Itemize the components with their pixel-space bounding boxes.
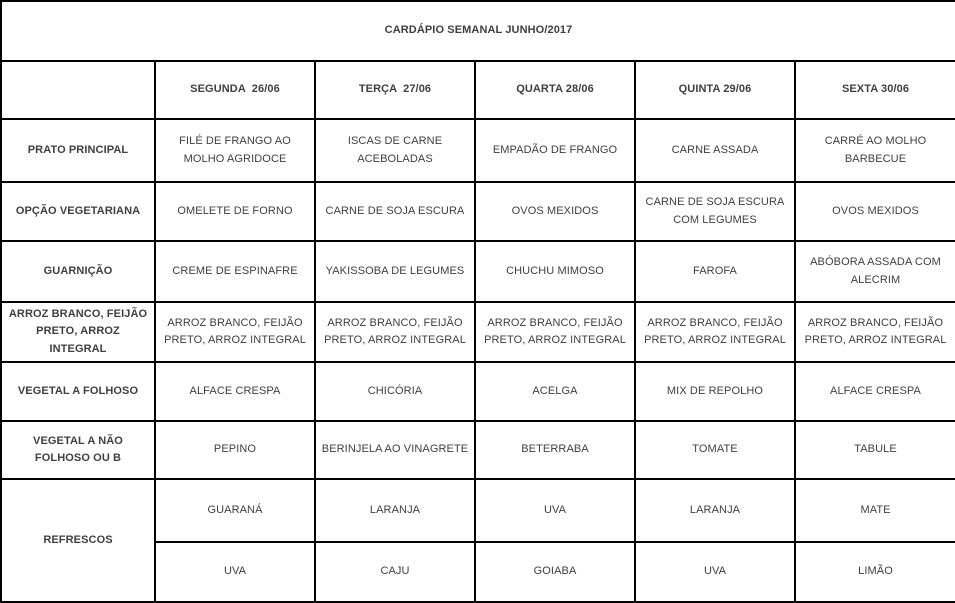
menu-cell: FAROFA — [635, 241, 795, 302]
menu-cell: CARNE DE SOJA ESCURA COM LEGUMES — [635, 182, 795, 241]
row-refrescos-1 — [1, 479, 955, 542]
day-header-terca: TERÇA 27/06 — [315, 61, 475, 119]
menu-cell: EMPADÃO DE FRANGO — [475, 119, 635, 182]
menu-cell: CREME DE ESPINAFRE — [155, 241, 315, 302]
row-guarnicao — [1, 241, 955, 302]
menu-cell: OVOS MEXIDOS — [795, 182, 955, 241]
menu-cell: ARROZ BRANCO, FEIJÃO PRETO, ARROZ INTEGRAL — [155, 302, 315, 362]
menu-cell: LARANJA — [315, 479, 475, 542]
title-row — [1, 1, 955, 61]
menu-cell: ACELGA — [475, 362, 635, 421]
menu-cell: UVA — [155, 542, 315, 602]
row-label-vegetal-folhoso: VEGETAL A FOLHOSO — [1, 362, 155, 421]
row-label-vegetal-nao-folhoso: VEGETAL A NÃO FOLHOSO OU B — [1, 421, 155, 479]
row-arroz — [1, 302, 955, 362]
menu-cell: ISCAS DE CARNE ACEBOLADAS — [315, 119, 475, 182]
menu-cell: YAKISSOBA DE LEGUMES — [315, 241, 475, 302]
row-label-opcao-vegetariana: OPÇÃO VEGETARIANA — [1, 182, 155, 241]
menu-cell: LIMÃO — [795, 542, 955, 602]
menu-cell: LARANJA — [635, 479, 795, 542]
row-label-prato-principal: PRATO PRINCIPAL — [1, 119, 155, 182]
menu-cell: TOMATE — [635, 421, 795, 479]
menu-cell: UVA — [475, 479, 635, 542]
corner-empty-cell — [1, 61, 155, 119]
menu-cell: MATE — [795, 479, 955, 542]
menu-cell: ARROZ BRANCO, FEIJÃO PRETO, ARROZ INTEGRAL — [475, 302, 635, 362]
menu-cell: CARNE ASSADA — [635, 119, 795, 182]
day-header-sexta: SEXTA 30/06 — [795, 61, 955, 119]
menu-cell: ARROZ BRANCO, FEIJÃO PRETO, ARROZ INTEGRAL — [635, 302, 795, 362]
menu-cell: CARNE DE SOJA ESCURA — [315, 182, 475, 241]
menu-cell: MIX DE REPOLHO — [635, 362, 795, 421]
page-title: CARDÁPIO SEMANAL JUNHO/2017 — [1, 1, 955, 61]
menu-cell: OMELETE DE FORNO — [155, 182, 315, 241]
menu-cell: ARROZ BRANCO, FEIJÃO PRETO, ARROZ INTEGRAL — [795, 302, 955, 362]
row-label-refrescos: REFRESCOS — [1, 479, 155, 602]
menu-cell: ARROZ BRANCO, FEIJÃO PRETO, ARROZ INTEGRAL — [315, 302, 475, 362]
row-opcao-vegetariana — [1, 182, 955, 241]
menu-cell: CHICÓRIA — [315, 362, 475, 421]
row-prato-principal — [1, 119, 955, 182]
day-header-quarta: QUARTA 28/06 — [475, 61, 635, 119]
row-label-guarnicao: GUARNIÇÃO — [1, 241, 155, 302]
menu-cell: GOIABA — [475, 542, 635, 602]
day-header-quinta: QUINTA 29/06 — [635, 61, 795, 119]
menu-cell: BERINJELA AO VINAGRETE — [315, 421, 475, 479]
menu-cell: PEPINO — [155, 421, 315, 479]
menu-cell: OVOS MEXIDOS — [475, 182, 635, 241]
menu-cell: UVA — [635, 542, 795, 602]
menu-cell: CHUCHU MIMOSO — [475, 241, 635, 302]
row-vegetal-folhoso — [1, 362, 955, 421]
menu-cell: ABÓBORA ASSADA COM ALECRIM — [795, 241, 955, 302]
menu-cell: TABULE — [795, 421, 955, 479]
row-label-arroz: ARROZ BRANCO, FEIJÃO PRETO, ARROZ INTEGRAL — [1, 302, 155, 362]
menu-cell: CAJU — [315, 542, 475, 602]
day-header-segunda: SEGUNDA 26/06 — [155, 61, 315, 119]
menu-cell: CARRÉ AO MOLHO BARBECUE — [795, 119, 955, 182]
menu-cell: ALFACE CRESPA — [795, 362, 955, 421]
menu-cell: ALFACE CRESPA — [155, 362, 315, 421]
day-header-row — [1, 61, 955, 119]
menu-cell: GUARANÁ — [155, 479, 315, 542]
menu-cell: BETERRABA — [475, 421, 635, 479]
row-vegetal-nao-folhoso — [1, 421, 955, 479]
menu-cell: FILÉ DE FRANGO AO MOLHO AGRIDOCE — [155, 119, 315, 182]
